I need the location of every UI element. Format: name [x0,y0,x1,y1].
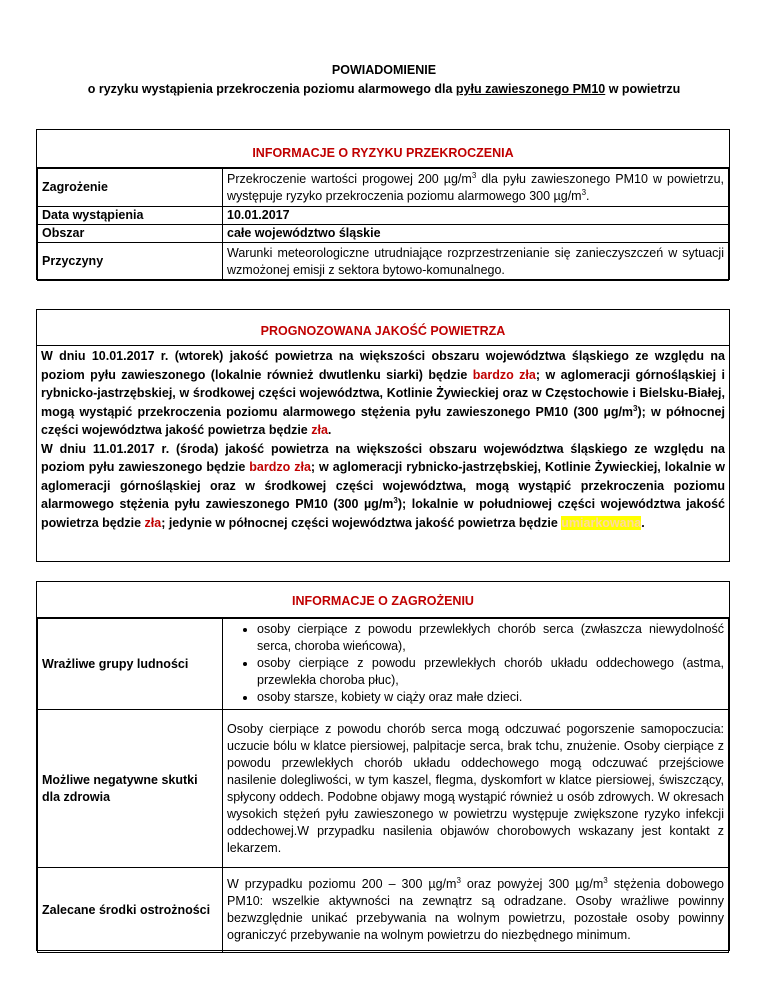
forecast-text: ); w północnej części województwa jakość powietrza będzie [41,404,725,437]
effects-value: Osoby cierpiące z powodu chorób serca mogą odczuwać pogorszenie samopoczucia: uczucie bólu w klatce piersiowej, palpitacje serca, brak tchu, znużenie. Osoby cierpiące z powodu przewlekłych chorób układu oddechowego mogą odczuwać przejściowe nasilenie dolegliwości, w tym kaszel, flegma, dyskomfort w klatce piersiowej, świszczący, spłycony oddech. Podobne objawy mogą wystąpić również u osób zdrowych. W okresach wysokich stężeń pyłu zawieszonego w powietrzu występuje zwiększone ryzyko infekcji oddechowej.W przypadku nasilenia objawów chorobowych wskazany jest kontakt z lekarzem. [223,710,729,868]
groups-label: Wrażliwe grupy ludności [38,619,223,710]
superscript: 3 [633,403,638,413]
risk-info-box [36,129,730,280]
list-item: • osoby starsze, kobiety w ciąży oraz małe dzieci. [257,689,724,706]
forecast-text: W dniu 11.01.2017 r. (środa) jakość powietrza na większości obszaru województwa śląskiego ze względu na poziom pyłu zawieszonego będzie [41,441,725,474]
measures-text: W przypadku poziomu 200 – 300 µg/m [227,877,457,891]
groups-list [227,621,724,706]
area-label: Obszar [38,225,223,243]
document-title: POWIADOMIENIE [331,63,437,77]
threat-value [223,169,729,207]
subtitle-part: w powietrzu [605,82,681,96]
causes-label: Przyczyny [38,243,223,281]
causes-value: Warunki meteorologiczne utrudniające rozprzestrzenianie się zanieczyszczeń w sytuacji wzmożonej emisji z sektora bytowo-komunalnego. [223,243,729,281]
risk-info-table [37,168,729,281]
date-label: Data wystąpienia [38,207,223,225]
table-row [38,619,729,710]
forecast-paragraph-2 [37,440,729,533]
forecast-text: . [327,423,332,437]
threat-info-table [37,618,729,953]
forecast-box [36,309,730,562]
document-subtitle [0,82,768,96]
forecast-text: ; w aglomeracji rybnicko-jastrzębskiej, Kotlinie Żywieckiej, lokalnie w aglomeracji górnośląskiej oraz w środkowej części województwa, mogą wystąpić przekroczenia poziomu alarmowego stężenia pyłu zawieszonego PM10 (300 µg/m [41,460,725,511]
forecast-header: PROGNOZOWANA JAKOŚĆ POWIETRZA [37,310,729,346]
superscript: 3 [393,495,398,505]
superscript: 3 [471,170,477,180]
superscript: 3 [581,187,587,197]
list-item: • osoby cierpiące z powodu przewlekłych chorób serca (zwłaszcza niewydolność serca, choroba wieńcowa), [257,621,724,655]
threat-text: Przekroczenie wartości progowej 200 µg/m [227,171,472,186]
superscript: 3 [603,875,608,885]
quality-very-bad: bardzo zła [249,460,311,474]
table-row [38,243,729,281]
measures-text: stężenia dobowego PM10: wszelkie aktywności na zewnątrz są odradzane. Osoby wrażliwe powinny bezwzględnie unikać przebywania na wolnym powietrzu, pozostałe osoby powinny ograniczyć przebywanie na wolnym powietrzu do niezbędnego minimum. [227,877,724,942]
threat-text: dla pyłu zawieszonego PM10 w powietrzu, występuje ryzyko przekroczenia poziomu alarmowego 300 µg/m [227,171,724,203]
measures-label: Zalecane środki ostrożności [38,868,223,953]
threat-text: . [586,188,590,203]
forecast-text: . [641,515,645,530]
table-row [38,207,729,225]
threat-info-box [36,581,730,951]
quality-bad: zła [144,515,162,530]
quality-very-bad: bardzo zła [472,367,536,382]
subtitle-part: o ryzyku wystąpienia przekroczenia poziomu alarmowego dla [87,82,456,96]
subtitle-underlined: pyłu zawieszonego PM10 [455,82,606,96]
forecast-text: ; jedynie w północnej części województwa jakość powietrza będzie [161,515,562,530]
quality-bad: zła [311,423,328,437]
forecast-text: ; w aglomeracji górnośląskiej i rybnicko-jastrzębskiej, w środkowej części województwa, Kotlinie Żywieckiej oraz w Częstochowie i Bielsku-Białej, mogą wystąpić przekroczenia poziomu alarmowego stężenia pyłu zawieszonego PM10 (300 µg/m [41,367,726,419]
measures-value [223,868,729,953]
forecast-text: W dniu 10.01.2017 r. (wtorek) jakość powietrza na większości obszaru województwa śląskiego ze względu na poziom pyłu zawieszonego (lokalnie również dwutlenku siarki) będzie [41,349,725,382]
table-row [38,225,729,243]
area-value: całe województwo śląskie [223,225,729,243]
forecast-text: ); lokalnie w południowej części województwa jakość powietrza będzie [41,497,725,530]
threat-label: Zagrożenie [38,169,223,207]
measures-text: oraz powyżej 300 µg/m [460,877,604,891]
forecast-paragraph-1 [37,346,729,440]
risk-info-header: INFORMACJE O RYZYKU PRZEKROCZENIA [37,130,729,168]
list-item: • osoby cierpiące z powodu przewlekłych chorób układu oddechowego (astma, przewlekła choroba płuc), [257,655,724,689]
quality-moderate: umiarkowana [561,515,642,530]
superscript: 3 [456,875,461,885]
table-row [38,710,729,868]
threat-info-header: INFORMACJE O ZAGROŻENIU [37,582,729,618]
effects-label: Możliwe negatywne skutki dla zdrowia [38,710,223,868]
groups-cell [223,619,729,710]
date-value: 10.01.2017 [223,207,729,225]
table-row [38,169,729,207]
table-row [38,868,729,953]
